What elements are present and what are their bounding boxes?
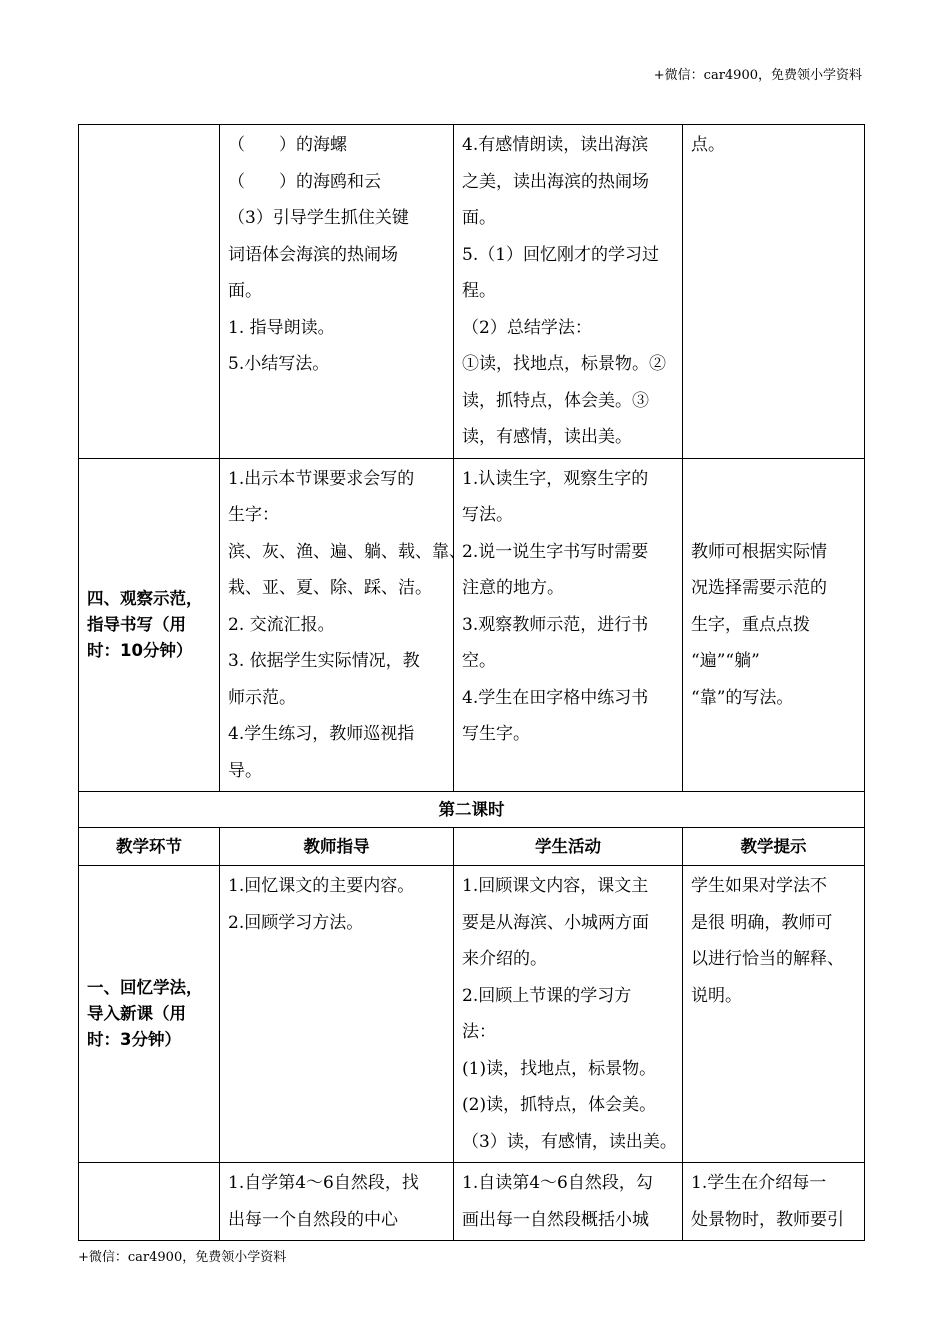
cell-line: (2)读，抓特点，体会美。 — [462, 1095, 657, 1115]
cell-line: 词语体会海滨的热闹场 — [228, 244, 398, 265]
cell-line: 法： — [462, 1022, 496, 1042]
section-title-row — [79, 792, 865, 828]
page-footer: +微信：car4900，免费领小学资料 — [78, 1250, 287, 1265]
cell-line: (1)读，找地点，标景物。 — [462, 1058, 657, 1079]
tip-cell — [683, 866, 865, 1163]
cell-line: 2.回顾学习方法。 — [228, 912, 364, 933]
tip-cell — [683, 1163, 865, 1241]
cell-line: 2. 交流汇报。 — [228, 614, 335, 635]
cell-line: 生字： — [228, 505, 279, 525]
cell-line: 读，抓特点，体会美。③ — [462, 390, 649, 411]
cell-line: 面。 — [228, 281, 262, 301]
cell-line: 画出每一自然段概括小城 — [462, 1209, 649, 1230]
cell-line: 5.小结写法。 — [228, 354, 330, 374]
teacher-cell — [220, 1163, 454, 1241]
cell-line: 点。 — [691, 135, 725, 155]
teacher-cell — [220, 125, 454, 459]
cell-line: 导入新课（用 — [87, 1004, 186, 1023]
cell-line: “遍”“躺” — [691, 651, 760, 671]
column-header: 教学提示 — [683, 828, 865, 866]
student-cell — [454, 458, 683, 792]
cell-line: 4.学生在田字格中练习书 — [462, 687, 649, 708]
cell-line: （3）引导学生抓住关键 — [228, 208, 409, 228]
cell-line: 况选择需要示范的 — [691, 578, 827, 598]
stage-cell — [79, 125, 220, 459]
column-header: 教师指导 — [220, 828, 454, 866]
column-header-row — [79, 828, 865, 866]
cell-line: 导。 — [228, 760, 262, 781]
cell-line: 学生如果对学法不 — [691, 876, 827, 896]
cell-line: 指导书写（用 — [87, 614, 186, 634]
cell-line: 四、观察示范， — [87, 588, 203, 608]
cell-line: 1.认读生字，观察生字的 — [462, 468, 649, 489]
cell-line: “靠”的写法。 — [691, 687, 794, 708]
cell-line: 一、回忆学法， — [87, 978, 203, 997]
cell-line: ①读，找地点，标景物。② — [462, 354, 666, 374]
stage-cell — [79, 1163, 220, 1241]
table-row — [79, 125, 865, 459]
cell-line: 4.有感情朗读，读出海滨 — [462, 135, 649, 155]
section-title: 第二课时 — [79, 792, 865, 828]
cell-line: 2.回顾上节课的学习方 — [462, 985, 632, 1006]
tip-cell — [683, 458, 865, 792]
cell-line: 生字，重点点拨 — [691, 614, 810, 635]
cell-line: 滨、灰、渔、遍、躺、载、靠、 — [228, 541, 466, 562]
cell-line: 栽、亚、夏、除、踩、洁。 — [228, 578, 432, 598]
cell-line: 空。 — [462, 651, 496, 671]
cell-line: 师示范。 — [228, 687, 296, 708]
table-row — [79, 1163, 865, 1241]
stage-cell — [79, 866, 220, 1163]
cell-line: 1.学生在介绍每一 — [691, 1173, 827, 1193]
column-header: 教学环节 — [79, 828, 220, 866]
cell-line: 1.出示本节课要求会写的 — [228, 468, 415, 489]
cell-line: 时：10分钟） — [87, 640, 193, 660]
cell-line: 3. 依据学生实际情况，教 — [228, 651, 420, 671]
cell-line: （3）读，有感情，读出美。 — [462, 1131, 677, 1152]
cell-line: 1.回顾课文内容，课文主 — [462, 876, 649, 896]
teacher-cell — [220, 866, 454, 1163]
cell-line: 来介绍的。 — [462, 949, 547, 969]
tip-cell — [683, 125, 865, 459]
stage-cell — [79, 458, 220, 792]
cell-line: 出每一个自然段的中心 — [228, 1209, 398, 1230]
cell-line: 1.自学第4～6自然段，找 — [228, 1173, 419, 1193]
cell-line: 4.学生练习，教师巡视指 — [228, 724, 415, 744]
cell-line: 5.（1）回忆刚才的学习过 — [462, 244, 660, 265]
cell-line: 程。 — [462, 281, 496, 301]
cell-line: 要是从海滨、小城两方面 — [462, 912, 649, 933]
cell-line: 是很 明确，教师可 — [691, 912, 833, 933]
teacher-cell — [220, 458, 466, 792]
student-cell — [454, 1163, 683, 1241]
cell-line: 3.观察教师示范，进行书 — [462, 614, 649, 635]
cell-line: 读，有感情，读出美。 — [462, 427, 632, 447]
cell-line: （2）总结学法： — [462, 317, 592, 338]
cell-line: 1.自读第4～6自然段，勾 — [462, 1173, 653, 1193]
cell-line: 以进行恰当的解释、 — [691, 949, 844, 969]
cell-line: 写法。 — [462, 505, 513, 525]
student-cell — [454, 866, 683, 1163]
cell-line: 注意的地方。 — [462, 578, 564, 598]
cell-line: （ ）的海鸥和云 — [228, 171, 381, 192]
lesson-plan-table — [78, 124, 865, 1241]
page-header: +微信：car4900，免费领小学资料 — [653, 68, 862, 83]
cell-line: 写生字。 — [462, 724, 530, 744]
table-row — [79, 458, 865, 792]
column-header: 学生活动 — [454, 828, 683, 866]
cell-line: 时：3分钟） — [87, 1030, 181, 1049]
cell-line: 2.说一说生字书写时需要 — [462, 541, 649, 562]
cell-line: 教师可根据实际情 — [691, 541, 827, 562]
cell-line: 面。 — [462, 208, 496, 228]
cell-line: 1. 指导朗读。 — [228, 317, 335, 338]
table-row — [79, 866, 865, 1163]
cell-line: 1.回忆课文的主要内容。 — [228, 876, 415, 896]
cell-line: （ ）的海螺 — [228, 135, 347, 155]
cell-line: 说明。 — [691, 985, 742, 1006]
cell-line: 之美，读出海滨的热闹场 — [462, 171, 649, 192]
student-cell — [454, 125, 683, 459]
cell-line: 处景物时，教师要引 — [691, 1209, 844, 1230]
